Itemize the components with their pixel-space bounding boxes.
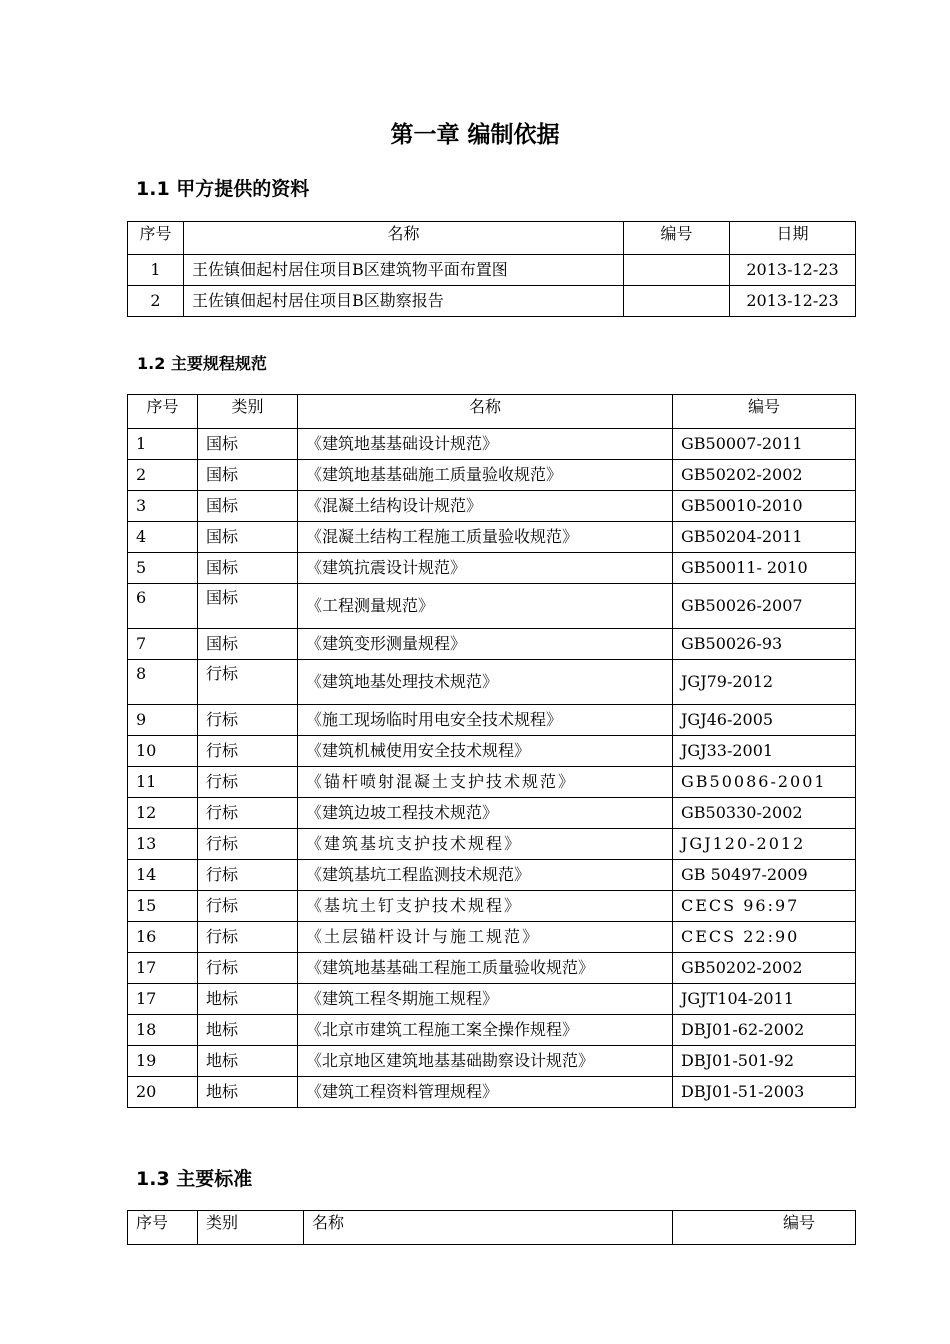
- row-name: 《工程测量规范》: [298, 584, 673, 629]
- row-type: 国标: [198, 553, 298, 584]
- row-type: 国标: [198, 460, 298, 491]
- row-code: GB50007-2011: [673, 429, 856, 460]
- row-name: 《建筑边坡工程技术规范》: [298, 798, 673, 829]
- row-type: 国标: [198, 491, 298, 522]
- row-no: 2: [128, 460, 198, 491]
- row-no: 1: [128, 255, 184, 286]
- row-name: 《土层锚杆设计与施工规范》: [298, 922, 673, 953]
- row-type: 国标: [198, 584, 298, 629]
- col-header-type: 类别: [198, 395, 298, 429]
- row-code: JGJ120-2012: [673, 829, 856, 860]
- table-row: [128, 584, 856, 629]
- row-name: 《北京市建筑工程施工案全操作规程》: [298, 1015, 673, 1046]
- row-code: [624, 286, 730, 317]
- row-code: GB50330-2002: [673, 798, 856, 829]
- row-code: CECS 96:97: [673, 891, 856, 922]
- col-header-no: 序号: [128, 222, 184, 255]
- table-row: [128, 891, 856, 922]
- row-name: 王佐镇佃起村居住项目B区建筑物平面布置图: [184, 255, 624, 286]
- row-code: GB 50497-2009: [673, 860, 856, 891]
- table-row: [128, 922, 856, 953]
- col-header-no: 序号: [128, 395, 198, 429]
- row-type: 地标: [198, 1077, 298, 1108]
- row-name: 《建筑基坑支护技术规程》: [298, 829, 673, 860]
- col-header-code: 编号: [624, 222, 730, 255]
- table-row: [128, 705, 856, 736]
- regulations-table: [127, 394, 856, 1108]
- row-no: 17: [128, 984, 198, 1015]
- row-name: 《混凝土结构设计规范》: [298, 491, 673, 522]
- row-date: 2013-12-23: [730, 255, 856, 286]
- table-row: [128, 860, 856, 891]
- row-code: CECS 22:90: [673, 922, 856, 953]
- col-header-name: 名称: [304, 1211, 673, 1245]
- row-no: 2: [128, 286, 184, 317]
- row-name: 《基坑土钉支护技术规程》: [298, 891, 673, 922]
- table-header-row: [128, 222, 856, 255]
- row-type: 行标: [198, 705, 298, 736]
- row-type: 行标: [198, 891, 298, 922]
- col-header-name: 名称: [184, 222, 624, 255]
- row-no: 1: [128, 429, 198, 460]
- row-code: DBJ01-51-2003: [673, 1077, 856, 1108]
- col-header-code: 编号: [673, 395, 856, 429]
- row-no: 15: [128, 891, 198, 922]
- row-no: 7: [128, 629, 198, 660]
- row-no: 17: [128, 953, 198, 984]
- section-2-heading: 1.2 主要规程规范: [137, 354, 267, 373]
- row-no: 5: [128, 553, 198, 584]
- row-no: 13: [128, 829, 198, 860]
- row-no: 19: [128, 1046, 198, 1077]
- row-no: 16: [128, 922, 198, 953]
- table-row: [128, 953, 856, 984]
- provided-materials-table: [127, 221, 856, 317]
- table-row: [128, 767, 856, 798]
- section-3-heading: 1.3 主要标准: [136, 1168, 253, 1190]
- row-type: 行标: [198, 660, 298, 705]
- row-name: 《建筑变形测量规程》: [298, 629, 673, 660]
- table-row: [128, 798, 856, 829]
- row-name: 《混凝土结构工程施工质量验收规范》: [298, 522, 673, 553]
- chapter-title: 第一章 编制依据: [390, 122, 560, 148]
- row-no: 11: [128, 767, 198, 798]
- row-type: 行标: [198, 829, 298, 860]
- row-code: DBJ01-501-92: [673, 1046, 856, 1077]
- table-row: [128, 829, 856, 860]
- row-name: 《建筑地基基础施工质量验收规范》: [298, 460, 673, 491]
- row-name: 《建筑地基基础设计规范》: [298, 429, 673, 460]
- row-date: 2013-12-23: [730, 286, 856, 317]
- col-header-no: 序号: [128, 1211, 198, 1245]
- row-no: 20: [128, 1077, 198, 1108]
- row-name: 《锚杆喷射混凝土支护技术规范》: [298, 767, 673, 798]
- col-header-code: 编号: [673, 1211, 856, 1245]
- table-row: [128, 660, 856, 705]
- row-name: 《建筑地基基础工程施工质量验收规范》: [298, 953, 673, 984]
- row-type: 国标: [198, 629, 298, 660]
- row-code: JGJT104-2011: [673, 984, 856, 1015]
- standards-table: [127, 1210, 856, 1245]
- row-no: 18: [128, 1015, 198, 1046]
- table-row: [128, 522, 856, 553]
- table-row: [128, 460, 856, 491]
- row-name: 《建筑地基处理技术规范》: [298, 660, 673, 705]
- row-no: 12: [128, 798, 198, 829]
- col-header-name: 名称: [298, 395, 673, 429]
- table-header-row: [128, 1211, 856, 1245]
- row-no: 6: [128, 584, 198, 629]
- row-code: JGJ46-2005: [673, 705, 856, 736]
- row-type: 地标: [198, 1015, 298, 1046]
- table-row: [128, 255, 856, 286]
- col-header-type: 类别: [198, 1211, 304, 1245]
- row-code: JGJ33-2001: [673, 736, 856, 767]
- section-1-heading: 1.1 甲方提供的资料: [136, 178, 310, 200]
- row-code: GB50204-2011: [673, 522, 856, 553]
- row-name: 《建筑机械使用安全技术规程》: [298, 736, 673, 767]
- row-code: [624, 255, 730, 286]
- row-no: 4: [128, 522, 198, 553]
- table-row: [128, 736, 856, 767]
- row-code: GB50011- 2010: [673, 553, 856, 584]
- table-row: [128, 1015, 856, 1046]
- row-no: 10: [128, 736, 198, 767]
- row-code: GB50202-2002: [673, 460, 856, 491]
- row-no: 9: [128, 705, 198, 736]
- row-code: GB50026-2007: [673, 584, 856, 629]
- table-row: [128, 1077, 856, 1108]
- row-code: JGJ79-2012: [673, 660, 856, 705]
- table-row: [128, 984, 856, 1015]
- row-type: 行标: [198, 860, 298, 891]
- table-row: [128, 429, 856, 460]
- row-no: 3: [128, 491, 198, 522]
- row-name: 《建筑基坑工程监测技术规范》: [298, 860, 673, 891]
- row-code: DBJ01-62-2002: [673, 1015, 856, 1046]
- col-header-date: 日期: [730, 222, 856, 255]
- row-name: 《建筑工程资料管理规程》: [298, 1077, 673, 1108]
- row-name: 《建筑抗震设计规范》: [298, 553, 673, 584]
- row-type: 国标: [198, 522, 298, 553]
- table-row: [128, 491, 856, 522]
- row-no: 14: [128, 860, 198, 891]
- row-name: 《施工现场临时用电安全技术规程》: [298, 705, 673, 736]
- row-code: GB50026-93: [673, 629, 856, 660]
- table-row: [128, 629, 856, 660]
- row-code: GB50202-2002: [673, 953, 856, 984]
- row-code: GB50086-2001: [673, 767, 856, 798]
- row-code: GB50010-2010: [673, 491, 856, 522]
- row-type: 行标: [198, 736, 298, 767]
- table-row: [128, 1046, 856, 1077]
- table-row: [128, 286, 856, 317]
- row-type: 行标: [198, 953, 298, 984]
- row-type: 地标: [198, 1046, 298, 1077]
- row-name: 《北京地区建筑地基基础勘察设计规范》: [298, 1046, 673, 1077]
- row-name: 《建筑工程冬期施工规程》: [298, 984, 673, 1015]
- row-type: 行标: [198, 798, 298, 829]
- table-row: [128, 553, 856, 584]
- row-type: 地标: [198, 984, 298, 1015]
- table-header-row: [128, 395, 856, 429]
- row-name: 王佐镇佃起村居住项目B区勘察报告: [184, 286, 624, 317]
- row-type: 行标: [198, 922, 298, 953]
- row-type: 行标: [198, 767, 298, 798]
- row-type: 国标: [198, 429, 298, 460]
- row-no: 8: [128, 660, 198, 705]
